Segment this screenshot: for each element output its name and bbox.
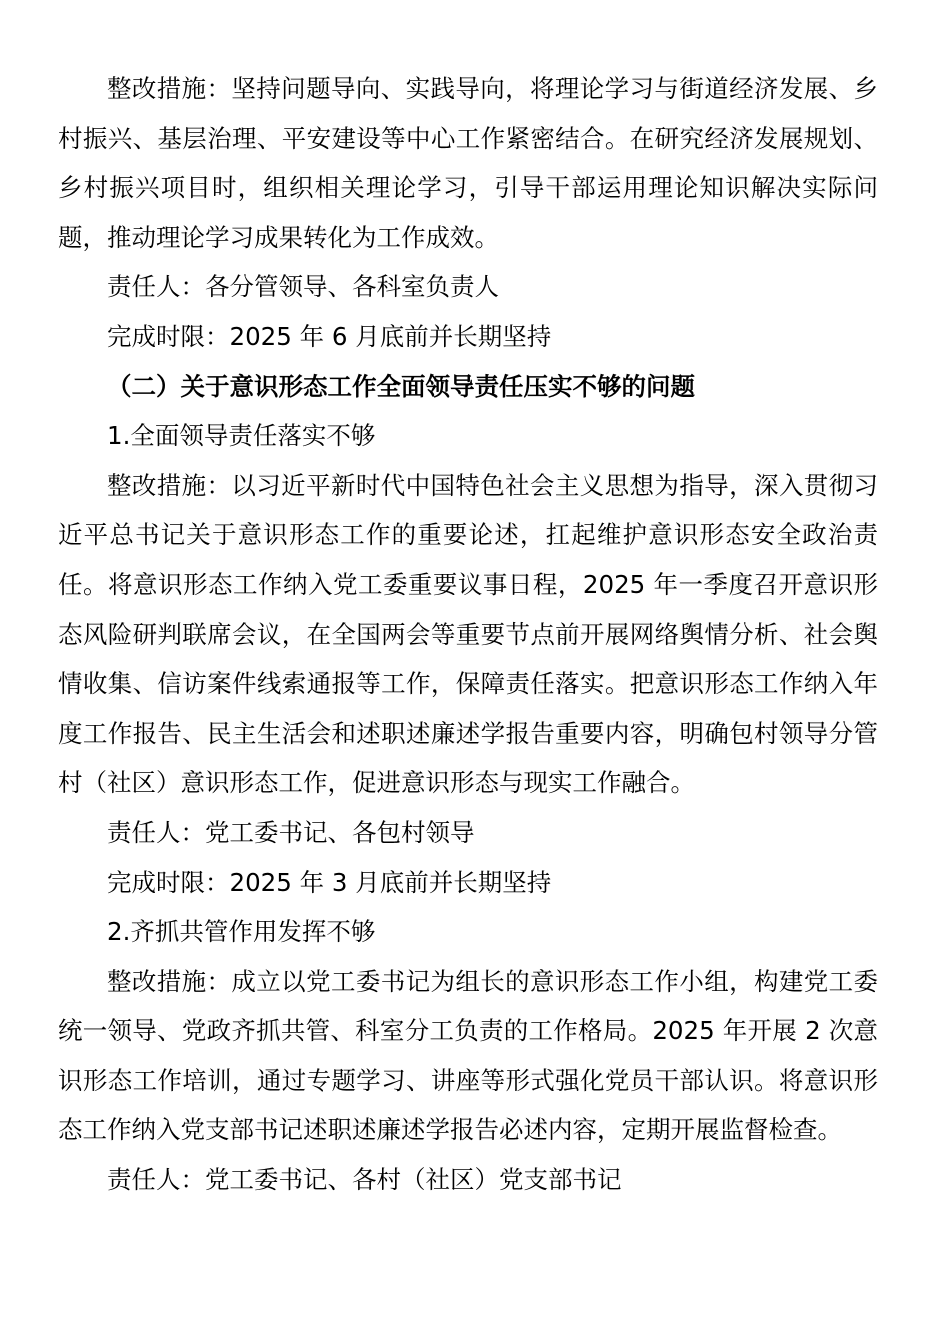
document-body: [58, 64, 878, 1205]
paragraph-responsible-person-3: 责任人：党工委书记、各村（社区）党支部书记: [107, 1165, 622, 1195]
paragraph-rectification-measures-3: 整改措施：成立以党工委书记为组长的意识形态工作小组，构建党工委统一领导、党政齐抓共管、科室分工负责的工作格局。2025 年开展 2 次意识形态工作培训，通过专题学习、讲座等形式强化党员干部认识。将意识形态工作纳入党支部书记述职述廉述学报告必述内容，定期开展监督检查。: [58, 966, 878, 1145]
paragraph-rectification-measures-1: 整改措施：坚持问题导向、实践导向，将理论学习与街道经济发展、乡村振兴、基层治理、平安建设等中心工作紧密结合。在研究经济发展规划、乡村振兴项目时，组织相关理论学习，引导干部运用理论知识解决实际问题，推动理论学习成果转化为工作成效。: [58, 74, 878, 252]
paragraph-rectification-measures-2: 整改措施：以习近平新时代中国特色社会主义思想为指导，深入贯彻习近平总书记关于意识形态工作的重要论述，扛起维护意识形态安全政治责任。将意识形态工作纳入党工委重要议事日程，2025 年一季度召开意识形态风险研判联席会议，在全国两会等重要节点前开展网络舆情分析、社会舆情收集、信访案件线索通报等工作，保障责任落实。把意识形态工作纳入年度工作报告、民主生活会和述职述廉述学报告重要内容，明确包村领导分管村（社区）意识形态工作，促进意识形态与现实工作融合。: [58, 470, 878, 798]
subheading-2: 2.齐抓共管作用发挥不够: [107, 917, 376, 947]
subheading-1: 1.全面领导责任落实不够: [107, 421, 376, 451]
section-heading-2: （二）关于意识形态工作全面领导责任压实不够的问题: [107, 371, 695, 401]
paragraph-deadline-2: 完成时限：2025 年 3 月底前并长期坚持: [107, 867, 552, 897]
paragraph-deadline-1: 完成时限：2025 年 6 月底前并长期坚持: [107, 321, 552, 351]
paragraph-responsible-person-1: 责任人：各分管领导、各科室负责人: [107, 272, 499, 302]
paragraph-responsible-person-2: 责任人：党工委书记、各包村领导: [107, 817, 475, 847]
